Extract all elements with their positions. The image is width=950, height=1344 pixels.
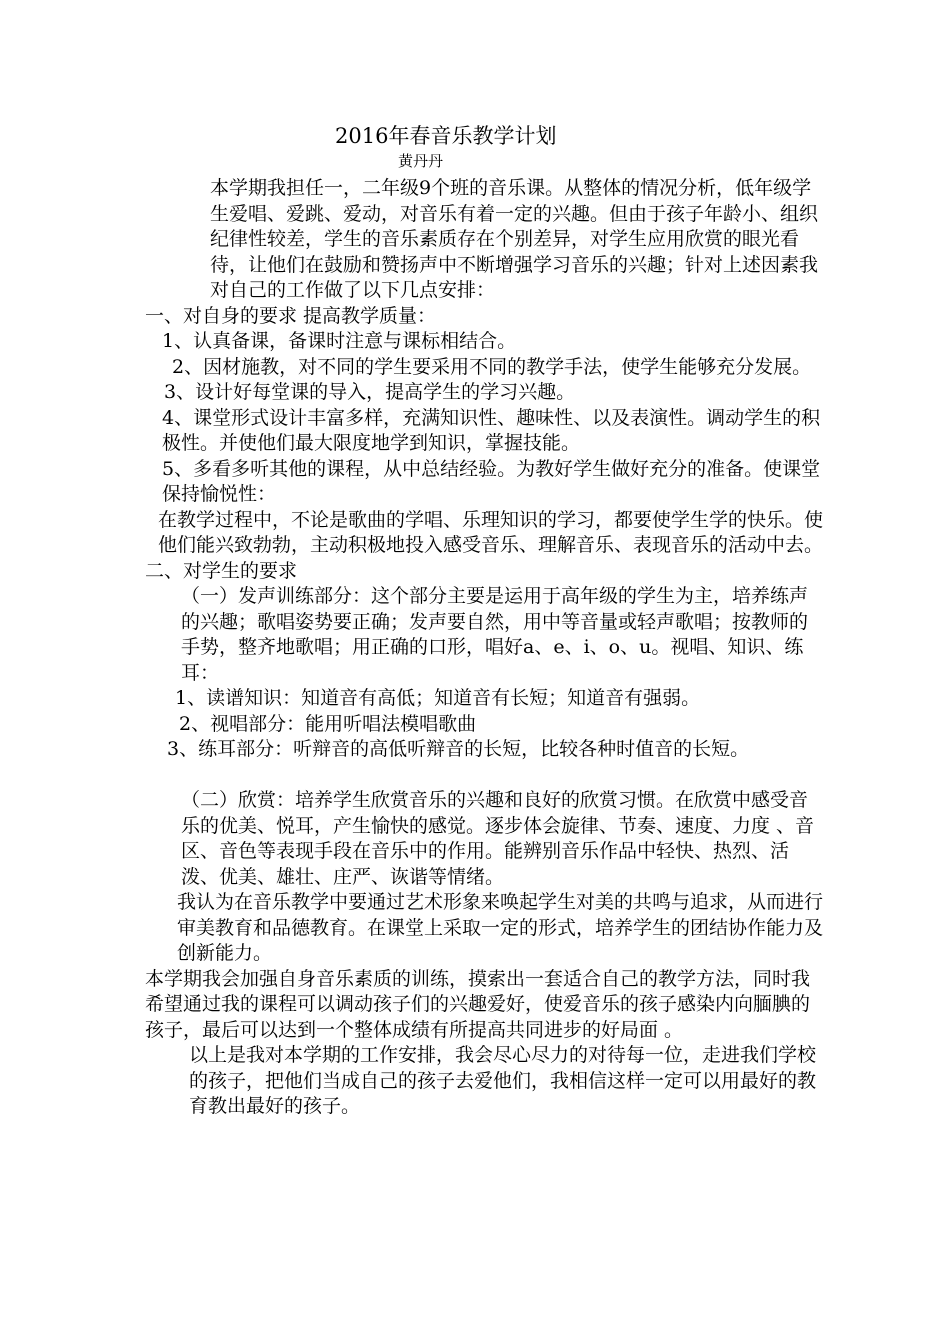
list-item: 3、练耳部分：听辩音的高低听辩音的长短，比较各种时值音的长短。 [167, 738, 750, 760]
blank-line [145, 763, 825, 789]
paragraph-aesthetic-education: 我认为在音乐教学中要通过艺术形象来唤起学生对美的共鸣与追求，从而进行审美教育和品德教育。在课堂上采取一定的形式，培养学生的团结协作能力及创新能力。 [177, 891, 824, 964]
list-item: 4、课堂形式设计丰富多样，充满知识性、趣味性、以及表演性。调动学生的积 极性。并使他们最大限度地学到知识，掌握技能。 [162, 406, 821, 454]
paragraph-intro: 本学期我担任一，二年级9个班的音乐课。从整体的情况分析，低年级学生爱唱、爱跳、爱动，对音乐有着一定的兴趣。但由于孩子年龄小、组织纪律性较差，学生的音乐素质存在个别差异，对学生应用欣赏的眼光看待，让他们在鼓励和赞扬声中不断增强学习音乐的兴趣；针对上述因素我对自己的工作做了以下几点安排： [210, 177, 819, 301]
document-author: 黄丹丹 [398, 152, 444, 170]
heading-self-requirements: 一、对自身的要求 提高教学质量： [145, 304, 437, 327]
paragraph-appreciation: （二）欣赏：培养学生欣赏音乐的兴趣和良好的欣赏习惯。在欣赏中感受音乐的优美、悦耳，产生愉快的感觉。逐步体会旋律、节奏、速度、力度 、音区、音色等表现手段在音乐中的作用。能辨别音乐作品中轻快、热烈、活泼、优美、雄壮、庄严、诙谐等情绪。 [181, 789, 815, 888]
paragraph-conclusion: 以上是我对本学期的工作安排，我会尽心尽力的对待每一位，走进我们学校的孩子，把他们当成自己的孩子去爱他们，我相信这样一定可以用最好的教育教出最好的孩子。 [189, 1044, 817, 1117]
document-title: 2016年春音乐教学计划 [335, 124, 557, 148]
list-item: 5、多看多听其他的课程，从中总结经验。为教好学生做好充分的准备。使课堂保持愉悦性： [162, 457, 821, 505]
paragraph-teaching-process: 在教学过程中，不论是歌曲的学唱、乐理知识的学习，都要使学生学的快乐。使他们能兴致勃勃，主动积极地投入感受音乐、理解音乐、表现音乐的活动中去。 [158, 508, 824, 556]
list-item: 1、认真备课，备课时注意与课标相结合。 [162, 330, 517, 352]
paragraph-vocal-training: （一）发声训练部分：这个部分主要是运用于高年级的学生为主，培养练声的兴趣；歌唱姿势要正确；发声要自然，用中等音量或轻声歌唱；按教师的手势，整齐地歌唱；用正确的口形，唱好a、e、i、o、u。视唱、知识、练耳： [181, 585, 809, 684]
list-item: 2、视唱部分：能用听唱法模唱歌曲 [179, 712, 477, 735]
list-item: 2、因材施教，对不同的学生要采用不同的教学手法，使学生能够充分发展。 [172, 355, 812, 378]
list-item: 3、设计好每堂课的导入，提高学生的学习兴趣。 [164, 381, 576, 403]
list-item: 1、读谱知识：知道音有高低；知道音有长短；知道音有强弱。 [175, 687, 701, 709]
paragraph-self-improvement: 本学期我会加强自身音乐素质的训练，摸索出一套适合自己的教学方法，同时我希望通过我的课程可以调动孩子们的兴趣爱好，使爱音乐的孩子感染内向腼腆的孩子，最后可以达到一个整体成绩有所提高共同进步的好局面 。 [145, 967, 811, 1041]
heading-student-requirements: 二、对学生的要求 [145, 559, 298, 582]
document-body [145, 176, 825, 1120]
